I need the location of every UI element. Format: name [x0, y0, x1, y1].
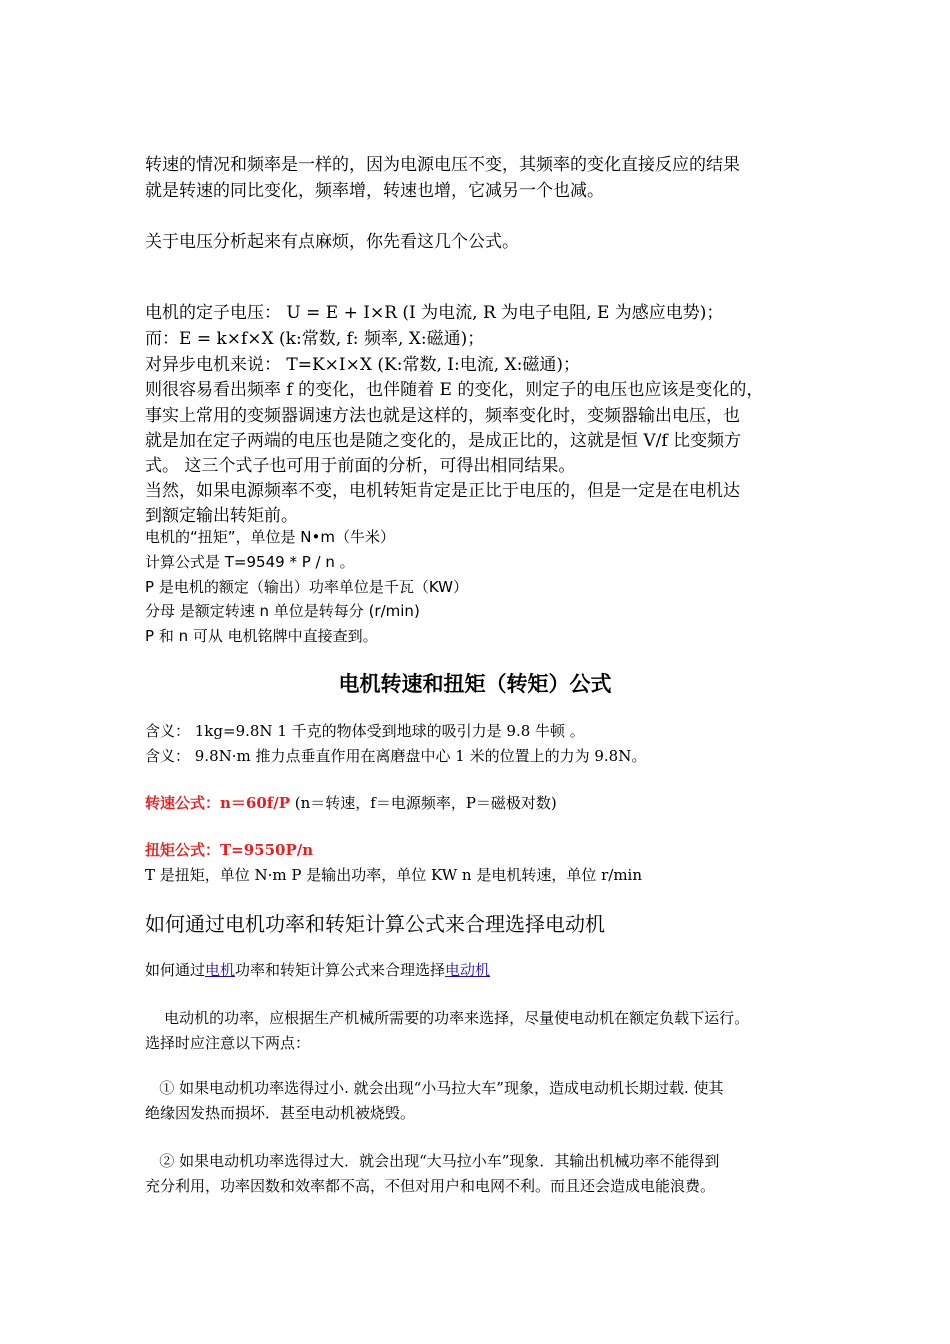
torque-formula-note: T 是扭矩，单位 N·m P 是输出功率，单位 KW n 是电机转速，单位 r/min [145, 866, 643, 884]
torque-note-5: P 和 n 可从 电机铭牌中直接查到。 [145, 627, 378, 645]
link-motor[interactable]: 电机 [205, 961, 236, 979]
article-subtitle [145, 959, 490, 980]
speed-formula-note: (n＝转速，f＝电源频率，P＝磁极对数) [290, 794, 557, 812]
para2: 关于电压分析起来有点麻烦，你先看这几个公式。 [145, 232, 519, 252]
meaning-2: 含义： 9.8N·m 推力点垂直作用在离磨盘中心 1 米的位置上的力为 9.8N。 [145, 747, 647, 765]
para1-line2: 就是转速的同比变化，频率增，转速也增，它减另一个也减。 [145, 181, 604, 201]
formula-emf: 而：E = k×f×X (k:常数, f: 频率, X:磁通)； [145, 329, 485, 349]
para4-line2: 到额定输出转矩前。 [145, 506, 298, 526]
article-p2-line2: 绝缘因发热而损坏．甚至电动机被烧毁。 [145, 1104, 416, 1122]
para1-line1: 转速的情况和频率是一样的，因为电源电压不变，其频率的变化直接反应的结果 [145, 155, 740, 175]
link-electric-motor[interactable]: 电动机 [445, 961, 491, 979]
meaning-1: 含义： 1kg=9.8N 1 千克的物体受到地球的吸引力是 9.8 牛顿 。 [145, 722, 585, 740]
article-p3-line2: 充分利用，功率因数和效率都不高，不但对用户和电网不利。而且还会造成电能浪费。 [145, 1177, 716, 1195]
para4-line1: 当然，如果电源频率不变，电机转矩肯定是正比于电压的，但是一定是在电机达 [145, 481, 740, 501]
section-title: 电机转速和扭矩（转矩）公式 [338, 671, 612, 696]
article-sub-mid: 功率和转矩计算公式来合理选择 [235, 961, 446, 979]
para3-line4: 式。 这三个式子也可用于前面的分析，可得出相同结果。 [145, 456, 576, 476]
speed-formula-label: 转速公式：n＝60f/P [145, 794, 290, 812]
para3-line1: 则很容易看出频率 f 的变化，也伴随着 E 的变化，则定子的电压也应该是变化的， [145, 380, 764, 400]
torque-formula-label-line [145, 839, 313, 860]
torque-note-2: 计算公式是 T=9549 * P / n 。 [145, 553, 355, 571]
formula-async-torque: 对异步电机来说： T=K×I×X (K:常数, I:电流, X:磁通)； [145, 355, 580, 375]
article-title: 如何通过电机功率和转矩计算公式来合理选择电动机 [145, 912, 605, 936]
torque-note-1: 电机的“扭矩”，单位是 N•m（牛米） [145, 528, 395, 546]
article-sub-pre: 如何通过 [145, 961, 206, 979]
torque-note-4: 分母 是额定转速 n 单位是转每分 (r/min) [145, 602, 420, 620]
article-p2-line1: ① 如果电动机功率选得过小. 就会出现“小马拉大车”现象，造成电动机长期过载. 使其 [145, 1079, 724, 1097]
speed-formula [145, 792, 557, 813]
article-p3-line1: ② 如果电动机功率选得过大．就会出现“大马拉小车”现象．其输出机械功率不能得到 [145, 1152, 720, 1170]
para3-line2: 事实上常用的变频器调速方法也就是这样的，频率变化时，变频器输出电压，也 [145, 406, 740, 426]
torque-note-3: P 是电机的额定（输出）功率单位是千瓦（KW） [145, 578, 468, 596]
para3-line3: 就是加在定子两端的电压也是随之变化的，是成正比的，这就是恒 V/f 比变频方 [145, 431, 742, 451]
article-p1-line1: 电动机的功率，应根据生产机械所需要的功率来选择，尽量使电动机在额定负载下运行。 [145, 1009, 750, 1027]
formula-stator-voltage: 电机的定子电压： U = E + I×R (I 为电流, R 为电子电阻, E 为感应电势)； [145, 303, 724, 323]
torque-formula-label: 扭矩公式：T=9550P/n [145, 841, 314, 859]
article-p1-line2: 选择时应注意以下两点： [145, 1034, 311, 1052]
